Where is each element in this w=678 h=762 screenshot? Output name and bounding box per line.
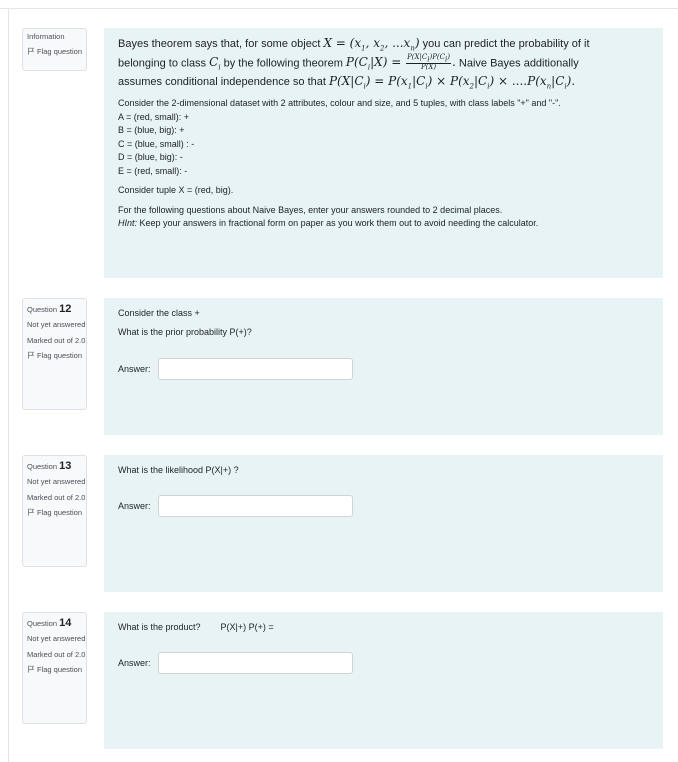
- dataset-line: E = (red, small): -: [118, 165, 188, 176]
- left-divider: [8, 8, 9, 762]
- dataset-line: B = (blue, big): +: [118, 125, 185, 136]
- flag-icon: [27, 508, 35, 516]
- question-text: What is the likelihood P(X|+) ?: [118, 465, 239, 475]
- question-grade: Marked out of 2.0: [27, 335, 86, 345]
- formula-bayes: $P(C_i|X)$ = $\frac{P(X|C_i)P(C_i)}{P(X)}$ .: [345, 52, 456, 72]
- intro-text-5: Naive Bayes additionally: [458, 57, 579, 70]
- question-number: Question 13: [27, 460, 72, 472]
- flag-question-link[interactable]: [27, 47, 86, 57]
- flag-label: Flag question: [37, 47, 83, 57]
- flag-question-link[interactable]: [27, 351, 86, 361]
- question-text: What is the prior probability P(+)?: [118, 327, 252, 337]
- flag-label: Flag question: [37, 350, 83, 360]
- answer-label: Answer:: [118, 364, 151, 374]
- hint-body: Keep your answers in fractional form on paper as you work them out to avoid needing the calculator.: [137, 218, 539, 229]
- flag-icon: [27, 665, 35, 673]
- intro-text-3: belonging to class: [118, 57, 207, 70]
- question-grade: Marked out of 2.0: [27, 649, 86, 659]
- question-info: [22, 298, 87, 410]
- flag-label: Flag question: [37, 664, 83, 674]
- question-state: Not yet answered: [27, 634, 86, 644]
- flag-icon: [27, 351, 35, 359]
- answer-input[interactable]: [158, 358, 353, 380]
- question-state: Not yet answered: [27, 477, 86, 487]
- flag-question-link[interactable]: [27, 665, 86, 675]
- intro-text-1: Bayes theorem says that, for some object: [118, 38, 321, 50]
- question-info: [22, 612, 87, 724]
- info-content: [104, 28, 663, 278]
- question-number: Question 12: [27, 303, 72, 315]
- flag-question-link[interactable]: [27, 508, 86, 518]
- instructions-text: For the following questions about Naive Bayes, enter your answers rounded to 2 decimal places.: [118, 204, 503, 215]
- flag-icon: [27, 47, 35, 55]
- question-number: Question 14: [27, 617, 72, 629]
- dataset-line: Consider the 2-dimensional dataset with 2 attributes, colour and size, and 5 tuples, with class labels "+" and "-".: [118, 98, 561, 109]
- formula-independence: $P(X|C_i) = P(x_1|C_i) \times P(x_2|C_i) \times ....P(x_n|C_i)$.: [328, 73, 576, 90]
- intro-text-6: assumes conditional independence so that: [118, 75, 326, 88]
- info-sidebar: [22, 28, 87, 71]
- answer-label: Answer:: [118, 658, 151, 668]
- question-text-formula: P(X|+) P(+) =: [220, 622, 274, 632]
- dataset-line: C = (blue, small) : -: [118, 138, 195, 149]
- dataset-line: D = (blue, big): -: [118, 152, 183, 163]
- question-text-part: What is the product?: [118, 622, 201, 632]
- answer-input[interactable]: [158, 495, 353, 517]
- tuple-text: Consider tuple X = (red, big).: [118, 185, 234, 196]
- bayes-intro: [118, 35, 649, 91]
- question-grade: Marked out of 2.0: [27, 492, 86, 502]
- question-text: Consider the class +: [118, 308, 200, 318]
- hint-label: HInt:: [118, 218, 138, 229]
- dataset-line: A = (red, small): +: [118, 111, 190, 122]
- info-label: Information: [27, 32, 65, 41]
- question-state: Not yet answered: [27, 320, 86, 330]
- question-content: [104, 455, 663, 592]
- flag-label: Flag question: [37, 507, 83, 517]
- top-divider: [0, 8, 678, 9]
- question-content: [104, 298, 663, 435]
- hint-text: [118, 217, 649, 231]
- answer-input[interactable]: [158, 652, 353, 674]
- dataset-description: [118, 97, 649, 178]
- question-info: [22, 455, 87, 567]
- answer-label: Answer:: [118, 501, 151, 511]
- question-text: [118, 622, 274, 632]
- intro-text-4: by the following theorem: [223, 57, 343, 70]
- intro-text-2: you can predict the probability of it: [422, 38, 590, 50]
- question-content: [104, 612, 663, 749]
- formula-class: $C_i$: [209, 55, 221, 72]
- formula-object: $X = (x_1$, $x_2$, $...x_n$): [323, 36, 420, 53]
